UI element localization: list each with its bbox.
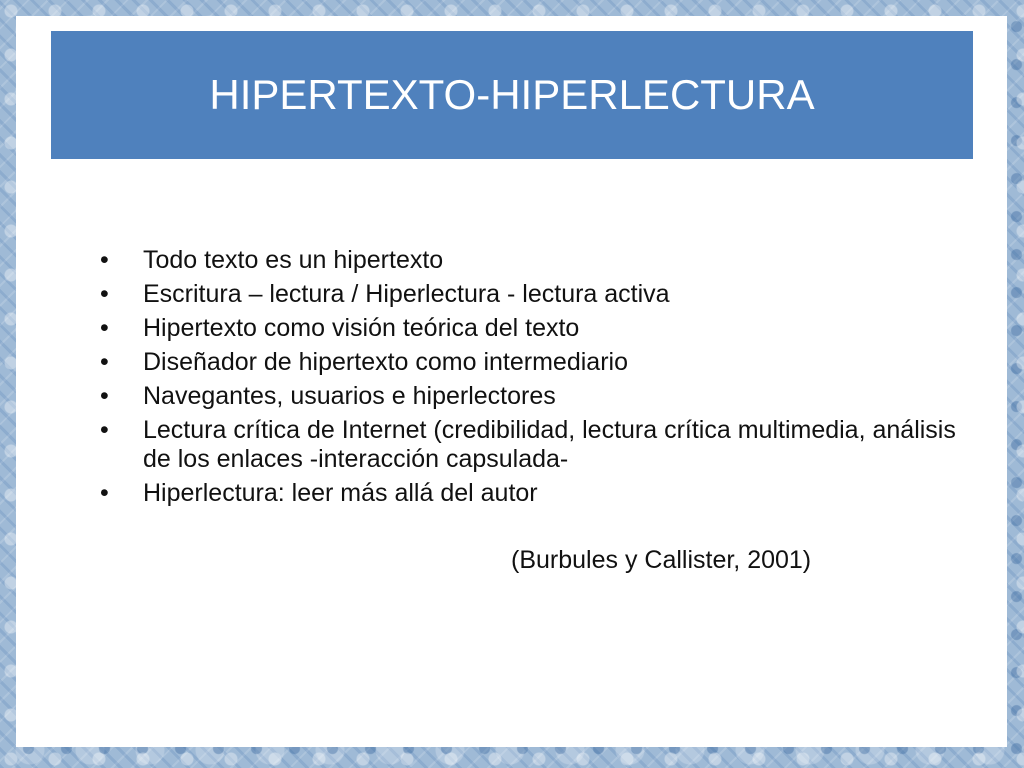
bullet-text: Diseñador de hipertexto como intermediario bbox=[143, 348, 628, 376]
list-item bbox=[100, 382, 960, 411]
bullet-text: Hiperlectura: leer más allá del autor bbox=[143, 479, 538, 507]
bullet-icon: • bbox=[100, 348, 109, 376]
bullet-icon: • bbox=[100, 314, 109, 342]
slide bbox=[16, 16, 1007, 747]
slide-title: HIPERTEXTO-HIPERLECTURA bbox=[209, 71, 815, 118]
citation: (Burbules y Callister, 2001) bbox=[511, 546, 812, 574]
bullet-text: Lectura crítica de Internet (credibilidad, lectura crítica multimedia, análisis de los enlaces -interacción capsulada- bbox=[143, 416, 956, 473]
bullet-icon: • bbox=[100, 382, 109, 410]
bullet-text: Navegantes, usuarios e hiperlectores bbox=[143, 382, 556, 410]
bullet-text: Todo texto es un hipertexto bbox=[143, 246, 444, 274]
list-item bbox=[100, 479, 960, 508]
list-item bbox=[100, 416, 960, 474]
bullet-text: Hipertexto como visión teórica del texto bbox=[143, 314, 580, 342]
list-item bbox=[100, 246, 960, 275]
bullet-icon: • bbox=[100, 246, 109, 274]
bullet-icon: • bbox=[100, 280, 109, 308]
title-bar bbox=[51, 31, 973, 159]
bullet-text: Escritura – lectura / Hiperlectura - lectura activa bbox=[143, 280, 670, 308]
list-item bbox=[100, 280, 960, 309]
bullet-icon: • bbox=[100, 479, 109, 507]
list-item bbox=[100, 348, 960, 377]
bullet-icon: • bbox=[100, 416, 109, 444]
list-item bbox=[100, 314, 960, 343]
bullet-list bbox=[100, 246, 960, 513]
